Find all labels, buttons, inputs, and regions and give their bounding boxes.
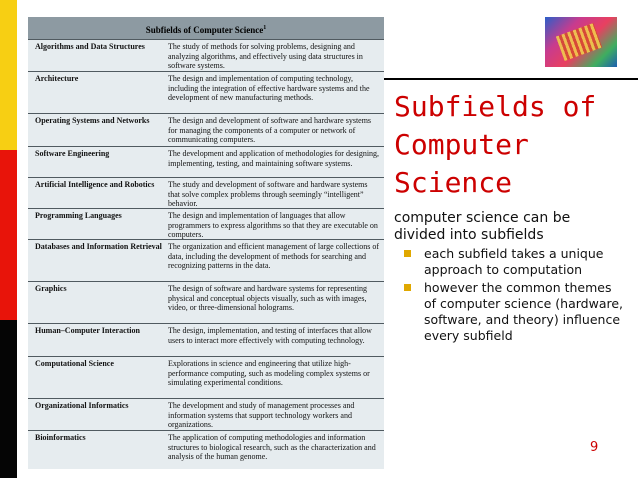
slide-title-line: Science [394,166,513,199]
row-description: The design and development of software and hardware systems for managing the components of a computer or network of communicating computers. [168,116,372,145]
row-term: Software Engineering [35,149,110,158]
square-bullet-icon [404,284,411,291]
side-bar-black [0,320,17,478]
row-term: Programming Languages [35,211,122,220]
circuit-chip-image [545,17,617,67]
slide-body [394,210,624,344]
subfields-table [28,17,384,469]
side-bar-yellow [0,0,17,150]
slide-title-line: Subfields of [394,90,597,123]
row-term: Algorithms and Data Structures [35,42,145,51]
table-row [28,71,384,114]
row-term: Operating Systems and Networks [35,116,150,125]
square-bullet-icon [404,250,411,257]
slide-title [394,88,629,202]
title-divider [384,78,638,80]
row-description: The development and study of management processes and information systems that support technology workers and organizations. [168,401,355,430]
table-row [28,146,384,178]
table-row [28,398,384,431]
table-row [28,281,384,324]
bullet-list [394,246,624,344]
row-term: Artificial Intelligence and Robotics [35,180,155,189]
row-description: The organization and efficient management of large collections of data, including the development of methods for searching and recognizing patterns in the data. [168,242,380,271]
bullet-text: however the common themes of computer science (hardware, software, and theory) influence every subfield [424,280,624,343]
table-row [28,208,384,240]
table-heading-footnote: 1 [263,25,267,31]
page-number: 9 [590,440,599,455]
row-description: The design, implementation, and testing of interfaces that allow users to interact more effectively with computing technology. [168,326,372,345]
row-term: Databases and Information Retrieval [35,242,162,251]
table-row [28,430,384,469]
decorative-side-bar [0,0,17,478]
table-row [28,323,384,357]
chip-graphic [556,23,602,61]
table-row [28,239,384,282]
row-term: Graphics [35,284,67,293]
bullet-item [394,246,624,278]
row-term: Human–Computer Interaction [35,326,140,335]
row-description: The design and implementation of languages that allow programmers to express algorithms so that they are executable on computers. [168,211,378,240]
row-description: The study of methods for solving problems, designing and analyzing algorithms, and effectively using data structures in software systems. [168,42,363,71]
slide-title-line: Computer [394,128,529,161]
table-row [28,39,384,72]
row-term: Organizational Informatics [35,401,129,410]
row-description: The application of computing methodologies and information structures to biological research, such as the characterization and analysis of the human genome. [168,433,376,462]
table-heading-text: Subfields of Computer Science [145,25,264,35]
table-heading [28,17,384,39]
table-row [28,356,384,399]
row-term: Computational Science [35,359,114,368]
row-term: Architecture [35,74,79,83]
row-description: The development and application of methodologies for designing, implementing, testing, and maintaining software systems. [168,149,380,168]
bullet-item [394,280,624,344]
table-row [28,113,384,147]
row-description: The design of software and hardware systems for representing physical and conceptual objects visually, such as with images, video, or three-dimensional holograms. [168,284,368,313]
intro-text: computer science can be divided into subfields [394,210,571,243]
row-description: Explorations in science and engineering that utilize high-performance computing, such as modeling complex systems or simulating experimental conditions. [168,359,370,388]
row-term: Bioinformatics [35,433,86,442]
table-row [28,177,384,209]
row-description: The design and implementation of computing technology, including the integration of effective hardware systems and the development of new manufacturing methods. [168,74,370,103]
row-description: The study and development of software and hardware systems that solve complex problems through seemingly “intelligent” behavior. [168,180,368,209]
bullet-text: each subfield takes a unique approach to computation [424,246,604,277]
side-bar-red [0,150,17,320]
